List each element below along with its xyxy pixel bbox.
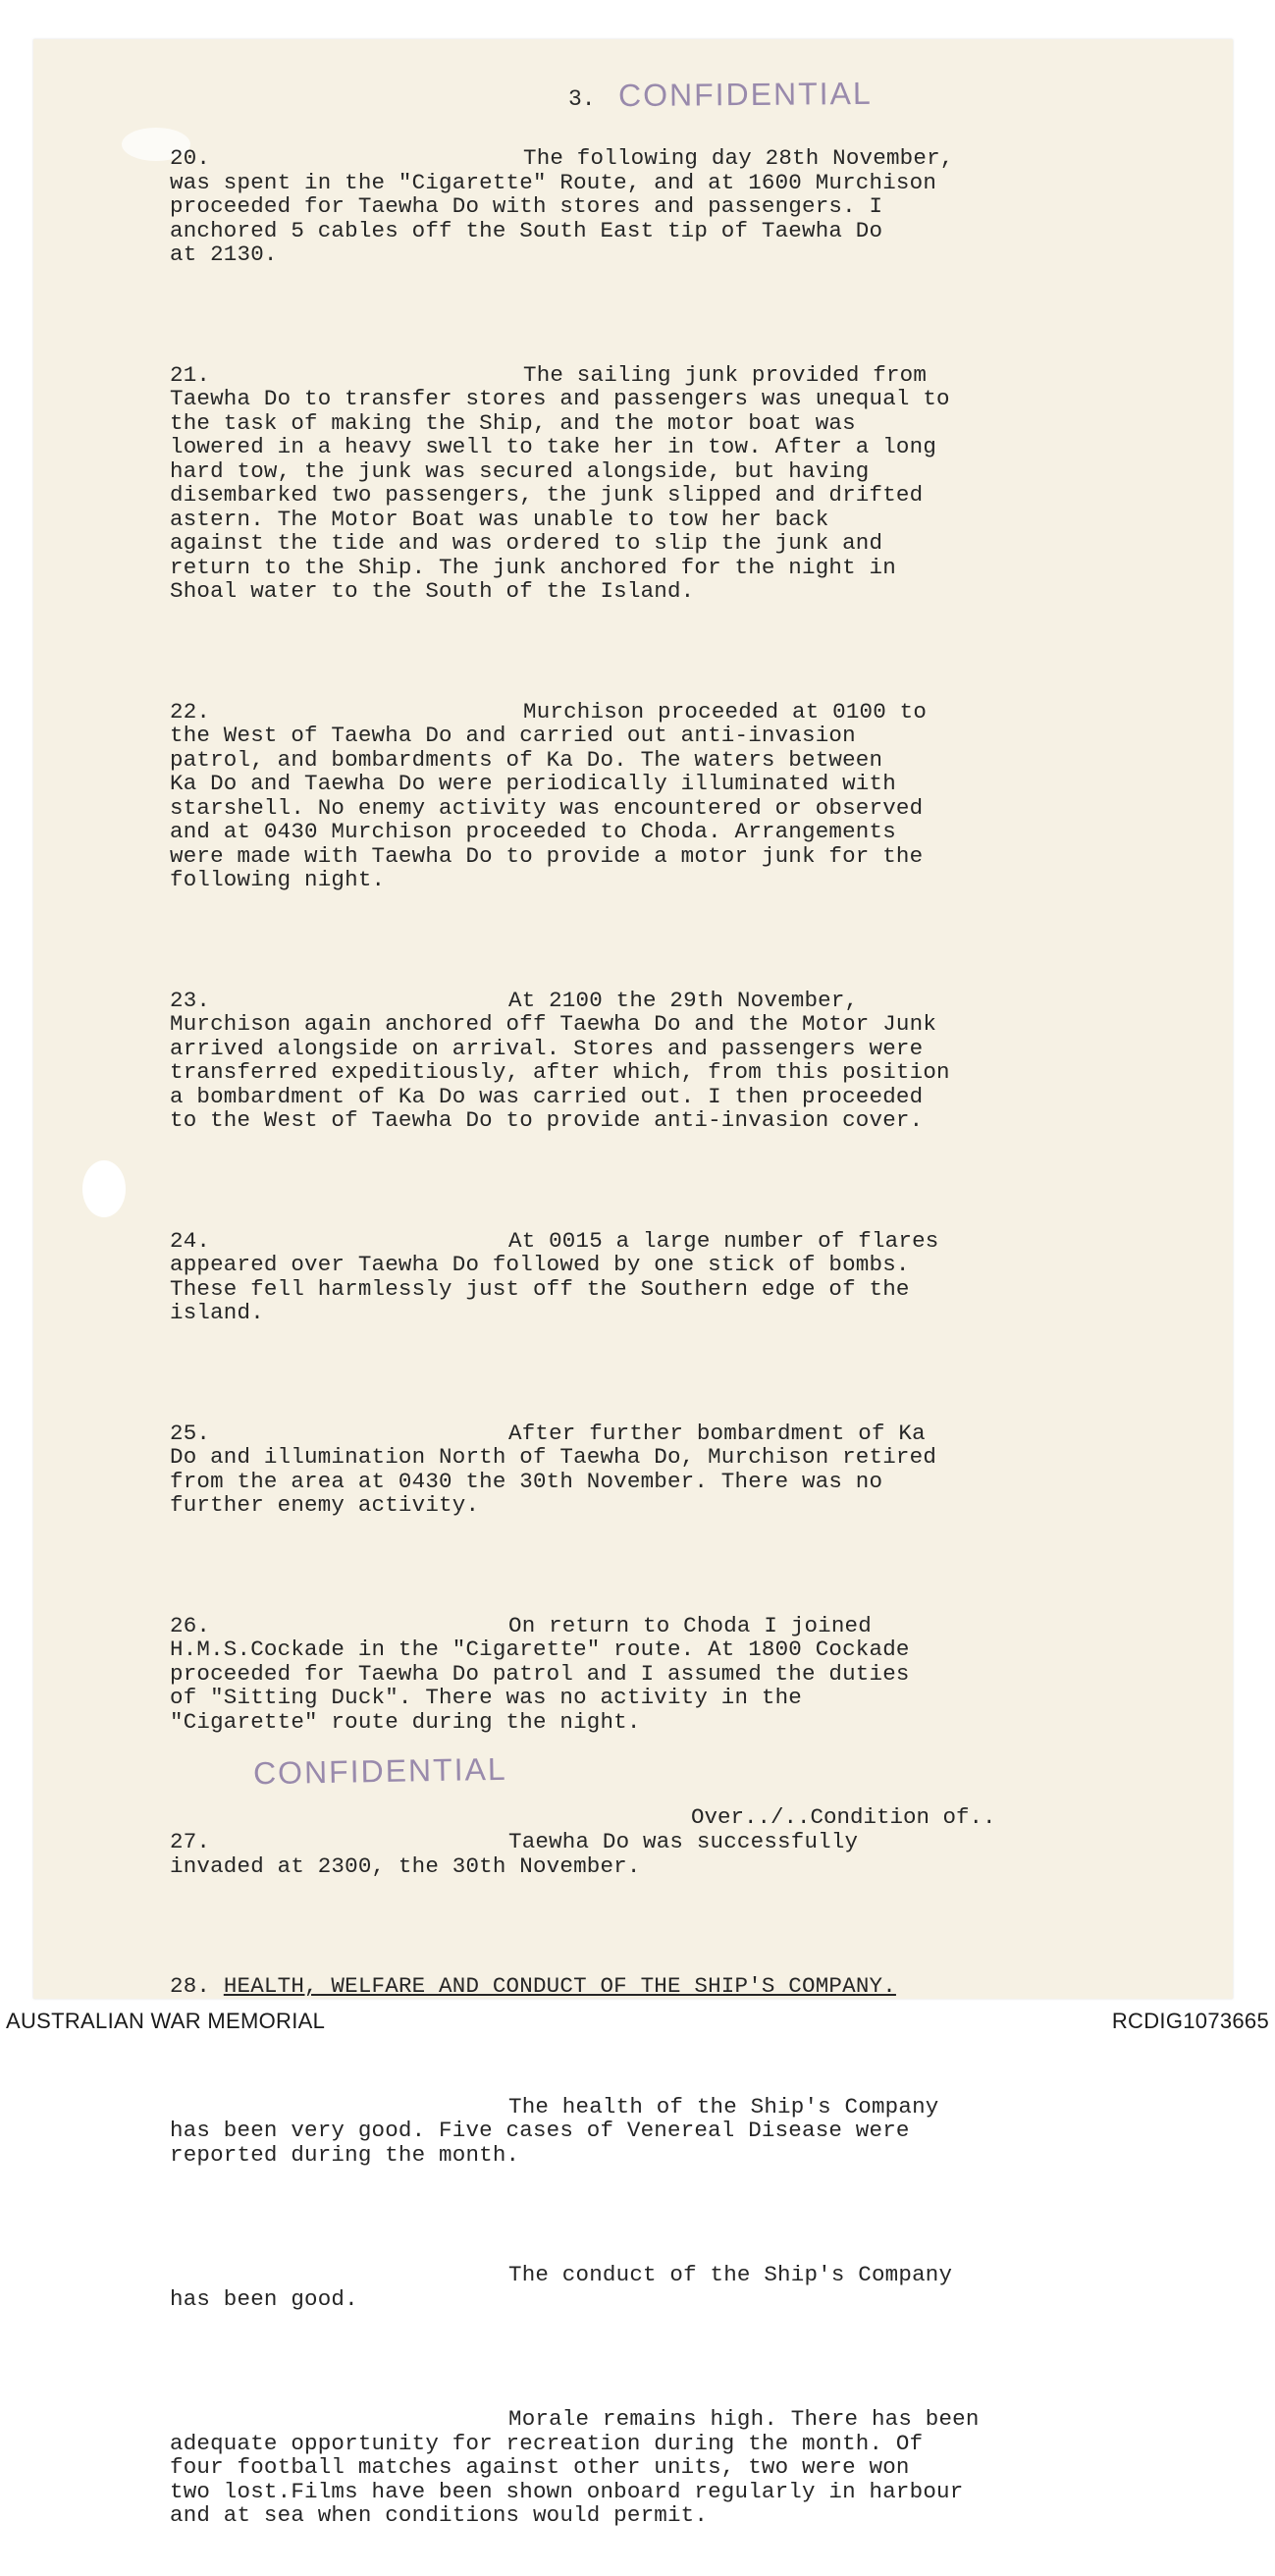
paragraph-21 xyxy=(170,363,1073,604)
text-line: The sailing junk provided from xyxy=(523,361,928,388)
text-line: invaded at 2300, the 30th November. xyxy=(170,1852,641,1879)
text-line: the task of making the Ship, and the motor boat was xyxy=(170,409,856,436)
text-line: two lost.Films have been shown onboard regularly in harbour xyxy=(170,2478,964,2504)
text-line: starshell. No enemy activity was encountered or observed xyxy=(170,794,924,821)
paragraph-number: 20. xyxy=(170,145,211,171)
text-line: appeared over Taewha Do followed by one stick of bombs. xyxy=(170,1252,910,1277)
text-line: patrol, and bombardments of Ka Do. The waters between xyxy=(170,746,883,773)
text-line: On return to Choda I joined xyxy=(508,1612,872,1638)
text-line: "Cigarette" route during the night. xyxy=(170,1708,641,1735)
text-line: Shoal water to the South of the Island. xyxy=(170,578,695,604)
conduct-paragraph xyxy=(170,2263,1073,2311)
text-line: has been very good. Five cases of Venereal Disease were xyxy=(170,2118,910,2143)
text-line: further enemy activity. xyxy=(170,1492,480,1518)
text-line: Taewha Do was successfully xyxy=(508,1829,859,1854)
text-line: The health of the Ship's Company xyxy=(508,2093,939,2120)
text-line: transferred expeditiously, after which, from this position xyxy=(170,1059,950,1085)
text-line: H.M.S.Cockade in the "Cigarette" route. At 1800 Cockade xyxy=(170,1637,910,1662)
text-line: adequate opportunity for recreation during the month. Of xyxy=(170,2430,924,2456)
page-number: 3. xyxy=(568,86,596,112)
paragraph-number: 25. xyxy=(170,1420,211,1446)
paragraph-number: 23. xyxy=(170,987,211,1013)
text-line: arrived alongside on arrival. Stores and passengers were xyxy=(170,1035,924,1061)
text-line: Taewha Do to transfer stores and passengers was unequal to xyxy=(170,386,950,411)
paragraph-number: 24. xyxy=(170,1227,211,1254)
text-line: disembarked two passengers, the junk slipped and drifted xyxy=(170,482,924,508)
paragraph-number: 21. xyxy=(170,361,211,388)
text-line: return to the Ship. The junk anchored for the night in xyxy=(170,554,896,580)
paragraph-27 xyxy=(170,1830,1073,1878)
document-body xyxy=(170,98,1073,2576)
paragraph-24 xyxy=(170,1229,1073,1325)
text-line: against the tide and was ordered to slip the junk and xyxy=(170,530,883,556)
paragraph-26 xyxy=(170,1614,1073,1735)
paragraph-25 xyxy=(170,1422,1073,1518)
footer-id: RCDIG1073665 xyxy=(1111,2009,1269,2033)
text-line: These fell harmlessly just off the Southern edge of the xyxy=(170,1275,910,1302)
text-line: The following day 28th November, xyxy=(523,145,954,171)
text-line: hard tow, the junk was secured alongside, but having xyxy=(170,457,870,484)
text-line: of "Sitting Duck". There was no activity in the xyxy=(170,1685,803,1710)
text-line: After further bombardment of Ka xyxy=(508,1420,926,1446)
section-heading: HEALTH, WELFARE AND CONDUCT OF THE SHIP'S COMPANY. xyxy=(223,1973,896,1999)
paragraph-23 xyxy=(170,989,1073,1133)
text-line: has been good. xyxy=(170,2285,358,2312)
text-line: the West of Taewha Do and carried out anti-invasion xyxy=(170,723,856,748)
text-line: was spent in the "Cigarette" Route, and at 1600 Murchison xyxy=(170,169,937,195)
confidential-stamp-bottom: CONFIDENTIAL xyxy=(252,1750,507,1792)
text-line: Ka Do and Taewha Do were periodically illuminated with xyxy=(170,771,896,796)
paragraph-22 xyxy=(170,700,1073,892)
paragraph-number: 28. xyxy=(170,1973,211,1999)
text-line: and at sea when conditions would permit. xyxy=(170,2502,709,2528)
text-line: four football matches against other units, two were won xyxy=(170,2454,910,2480)
text-line: at 2130. xyxy=(170,242,278,267)
paragraph-20 xyxy=(170,146,1073,267)
paragraph-number: 22. xyxy=(170,698,211,724)
text-line: Do and illumination North of Taewha Do, Murchison retired xyxy=(170,1444,937,1470)
morale-paragraph xyxy=(170,2407,1073,2528)
text-line: proceeded for Taewha Do patrol and I assumed the duties xyxy=(170,1660,910,1687)
text-line: proceeded for Taewha Do with stores and passengers. I xyxy=(170,193,883,219)
text-line: from the area at 0430 the 30th November. There was no xyxy=(170,1468,883,1494)
text-line: Morale remains high. There has been xyxy=(508,2406,980,2432)
text-line: lowered in a heavy swell to take her in tow. After a long xyxy=(170,434,937,459)
footer-source: AUSTRALIAN WAR MEMORIAL xyxy=(6,2009,326,2033)
continuation-note: Over../..Condition of.. xyxy=(691,1804,996,1830)
text-line: At 2100 the 29th November, xyxy=(508,987,859,1013)
paragraph-number: 27. xyxy=(170,1829,211,1854)
text-line: At 0015 a large number of flares xyxy=(508,1227,939,1254)
text-line: following night. xyxy=(170,867,386,892)
section-28-heading xyxy=(170,1974,1073,1999)
text-line: Murchison proceeded at 0100 to xyxy=(523,698,928,724)
punch-hole xyxy=(82,1160,126,1217)
text-line: island. xyxy=(170,1300,264,1325)
text-line: a bombardment of Ka Do was carried out. I then proceeded xyxy=(170,1083,924,1109)
paragraph-number: 26. xyxy=(170,1612,211,1638)
text-line: Murchison again anchored off Taewha Do and the Motor Junk xyxy=(170,1011,937,1037)
text-line: anchored 5 cables off the South East tip of Taewha Do xyxy=(170,217,883,243)
text-line: The conduct of the Ship's Company xyxy=(508,2262,953,2287)
text-line: and at 0430 Murchison proceeded to Choda. Arrangements xyxy=(170,819,896,844)
text-line: astern. The Motor Boat was unable to tow her back xyxy=(170,506,829,532)
confidential-stamp-top: CONFIDENTIAL xyxy=(617,75,873,114)
text-line: reported during the month. xyxy=(170,2141,520,2168)
text-line: were made with Taewha Do to provide a motor junk for the xyxy=(170,842,924,869)
health-paragraph xyxy=(170,2095,1073,2168)
text-line: to the West of Taewha Do to provide anti-invasion cover. xyxy=(170,1107,924,1133)
